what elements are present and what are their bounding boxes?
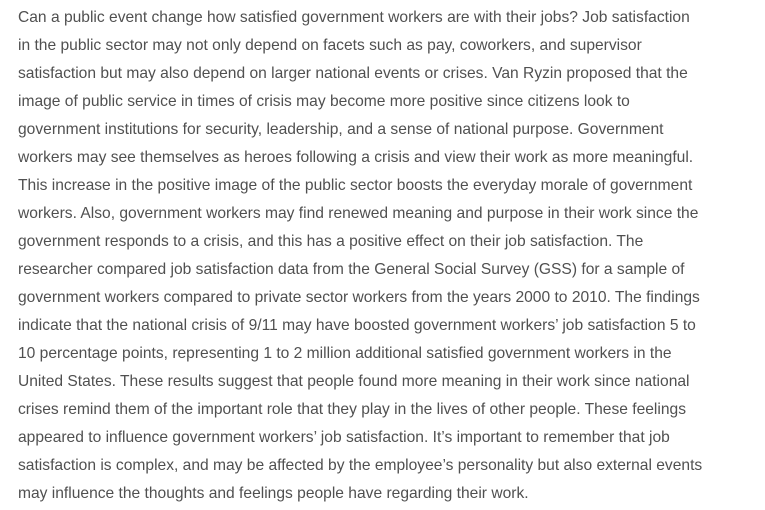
paragraph-line: 10 percentage points, representing 1 to 2 million additional satisfied government workers in the — [18, 345, 672, 362]
paragraph-line: satisfaction but may also depend on larger national events or crises. Van Ryzin proposed that the — [18, 65, 688, 82]
paragraph-line: indicate that the national crisis of 9/11 may have boosted government workers’ job satisfaction 5 to — [18, 317, 696, 334]
paragraph-line: Can a public event change how satisfied government workers are with their jobs? Job satisfaction — [18, 9, 690, 26]
paragraph-line: image of public service in times of crisis may become more positive since citizens look to — [18, 93, 630, 110]
article-paragraph — [18, 4, 760, 508]
paragraph-line: crises remind them of the important role that they play in the lives of other people. These feelings — [18, 401, 687, 418]
paragraph-line: government institutions for security, leadership, and a sense of national purpose. Government — [18, 121, 664, 138]
paragraph-line: workers. Also, government workers may find renewed meaning and purpose in their work since the — [18, 205, 699, 222]
paragraph-line: workers may see themselves as heroes following a crisis and view their work as more meaningful. — [18, 149, 694, 166]
paragraph-line: satisfaction is complex, and may be affected by the employee’s personality but also external events — [18, 457, 703, 474]
paragraph-line: United States. These results suggest that people found more meaning in their work since national — [18, 373, 690, 390]
paragraph-line: appeared to influence government workers’ job satisfaction. It’s important to remember that job — [18, 429, 670, 446]
paragraph-line: may influence the thoughts and feelings people have regarding their work. — [18, 485, 529, 502]
paragraph-line: researcher compared job satisfaction data from the General Social Survey (GSS) for a sample of — [18, 261, 685, 278]
paragraph-line: government responds to a crisis, and this has a positive effect on their job satisfaction. The — [18, 233, 644, 250]
paragraph-line: government workers compared to private sector workers from the years 2000 to 2010. The findings — [18, 289, 700, 306]
paragraph-line: in the public sector may not only depend on facets such as pay, coworkers, and supervisor — [18, 37, 642, 54]
paragraph-line: This increase in the positive image of the public sector boosts the everyday morale of government — [18, 177, 693, 194]
